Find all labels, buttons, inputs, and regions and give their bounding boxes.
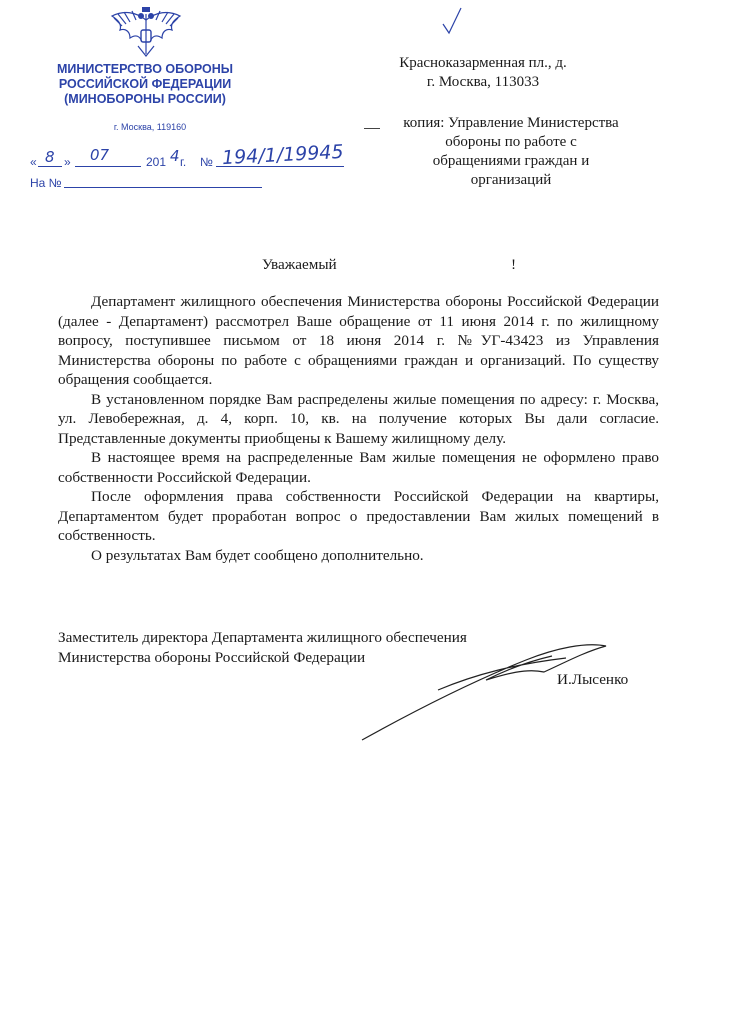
document-number: 194/1/19945	[221, 140, 345, 170]
copy-block	[380, 114, 642, 190]
date-year-label: г.	[180, 155, 187, 169]
number-label: №	[200, 155, 213, 169]
reference-label: На №	[30, 176, 62, 190]
paragraph-4: После оформления права собственности Российской Федерации на квартиры, Департаментом будет проработан вопрос о предоставлении Вам жилых помещений в собственность.	[58, 488, 659, 544]
paragraph-3: В настоящее время на распределенные Вам жилые помещения не оформлено право собственности Российской Федерации.	[58, 449, 659, 486]
letter-body	[58, 292, 659, 565]
handwritten-signature	[356, 630, 616, 750]
signatory-name: И.Лысенко	[557, 671, 629, 688]
date-open-quote: «	[30, 155, 37, 169]
ministry-line-1: МИНИСТЕРСТВО ОБОРОНЫ	[57, 62, 233, 76]
date-month: 07	[90, 146, 110, 164]
copy-line-1: копия: Управление Министерства	[403, 115, 619, 131]
date-close-quote: »	[64, 155, 71, 169]
reference-line	[64, 173, 262, 188]
copy-line-4: организаций	[470, 172, 552, 188]
paragraph-1: Департамент жилищного обеспечения Министерства обороны Российской Федерации (далее - Департамент) рассмотрел Ваше обращение от 11 июня 2014 г. по жилищному вопросу, поступившее письмом от 18 июня 2014 г. №УГ-43423 из Управления Министерства обороны по работе с обращениями граждан и организаций. По существу обращения сообщается.	[58, 293, 659, 388]
ministry-city: г. Москва, 119160	[113, 122, 187, 132]
greeting-word: Уважаемый	[262, 256, 337, 273]
signature-title-line-1: Заместитель директора Департамента жилищного обеспечения	[58, 629, 467, 646]
copy-line-3: обращениями граждан и	[432, 153, 590, 169]
copy-dash	[364, 128, 380, 129]
date-year-suffix: 4	[170, 147, 180, 165]
greeting-exclamation: !	[511, 256, 517, 273]
ministry-line-3: (МИНОБОРОНЫ РОССИИ)	[64, 92, 226, 106]
date-year-prefix: 201	[146, 155, 167, 169]
paragraph-2: В установленном порядке Вам распределены жилые помещения по адресу: г. Москва, ул. Левобережная, д. 4, корп. 10, кв. на получение которых Вы дали согласие. Представленные документы приобщены к Вашему жилищному делу.	[58, 390, 659, 447]
recipient-address	[376, 54, 590, 92]
signature-title-line-2: Министерства обороны Российской Федерации	[58, 649, 366, 666]
paragraph-5: О результатах Вам будет сообщено дополнительно.	[91, 546, 424, 564]
copy-line-2: обороны по работе с	[445, 134, 577, 150]
check-mark-icon	[440, 6, 464, 41]
date-day: 8	[45, 148, 55, 166]
ministry-line-2: РОССИЙСКОЙ ФЕДЕРАЦИИ	[58, 77, 232, 91]
emblem-icon	[108, 6, 184, 58]
recipient-line-1: Красноказарменная пл., д.	[399, 55, 567, 71]
ministry-name	[50, 62, 240, 107]
recipient-line-2: г. Москва, 113033	[426, 74, 540, 90]
